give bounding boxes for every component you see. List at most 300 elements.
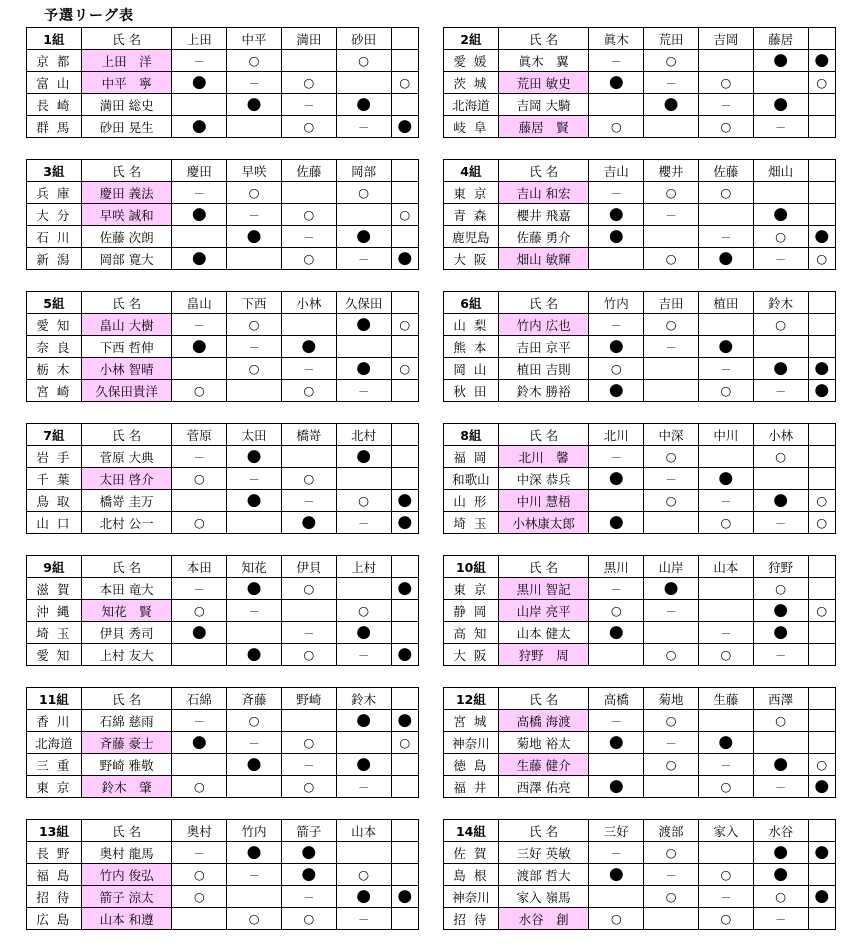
group-name: 12組 [444, 688, 499, 710]
extra-column-header [391, 556, 418, 578]
name-column-header: 氏 名 [498, 424, 589, 446]
opponent-header: 畑山 [753, 160, 808, 182]
player-name: 本田 竜大 [81, 578, 172, 600]
group-header-row [444, 556, 836, 578]
opponent-header: 菊地 [644, 688, 699, 710]
result-cell [698, 314, 753, 336]
group-name: 9組 [27, 556, 82, 578]
player-name: 狩野 周 [498, 644, 589, 666]
player-name: 高橋 海渡 [498, 710, 589, 732]
result-cell: ○ [227, 358, 282, 380]
result-cell: － [336, 116, 391, 138]
opponent-header: 上田 [172, 28, 227, 50]
prefecture: 岩 手 [27, 446, 82, 468]
prefecture: 広 島 [27, 908, 82, 930]
opponent-header: 畠山 [172, 292, 227, 314]
player-name: 小林康太郎 [498, 512, 589, 534]
opponent-header: 佐藤 [698, 160, 753, 182]
result-cell [391, 380, 418, 402]
result-cell [808, 622, 835, 644]
result-cell: ○ [281, 116, 336, 138]
opponent-header: 鈴木 [336, 688, 391, 710]
result-cell: ● [172, 72, 227, 94]
player-name: 生藤 健介 [498, 754, 589, 776]
result-cell: ○ [172, 512, 227, 534]
result-cell: ○ [281, 578, 336, 600]
table-row [27, 864, 419, 886]
result-cell: ○ [644, 754, 699, 776]
result-cell [391, 468, 418, 490]
result-cell: － [227, 732, 282, 754]
result-cell: ● [227, 644, 282, 666]
result-cell: ● [336, 886, 391, 908]
opponent-header: 岡部 [336, 160, 391, 182]
result-cell: ● [227, 446, 282, 468]
prefecture: 神奈川 [444, 886, 499, 908]
table-row [444, 886, 836, 908]
result-cell: ● [589, 226, 644, 248]
result-cell [281, 710, 336, 732]
result-cell [336, 732, 391, 754]
opponent-header: 竹内 [227, 820, 282, 842]
result-cell: ○ [808, 72, 835, 94]
prefecture: 鹿児島 [444, 226, 499, 248]
name-column-header: 氏 名 [498, 688, 589, 710]
result-cell: ○ [698, 776, 753, 798]
table-row [444, 842, 836, 864]
result-cell: ● [753, 204, 808, 226]
table-row [27, 226, 419, 248]
result-cell: ○ [644, 842, 699, 864]
result-cell: ○ [336, 600, 391, 622]
prefecture: 宮 崎 [27, 380, 82, 402]
result-cell: － [281, 94, 336, 116]
result-cell [336, 468, 391, 490]
result-cell: ○ [753, 578, 808, 600]
result-cell [281, 446, 336, 468]
result-cell [753, 468, 808, 490]
player-name: 橋嵜 圭万 [81, 490, 172, 512]
table-row [27, 754, 419, 776]
result-cell [172, 908, 227, 930]
result-cell [391, 336, 418, 358]
result-cell [391, 864, 418, 886]
group-name: 3組 [27, 160, 82, 182]
prefecture: 北海道 [444, 94, 499, 116]
table-row [444, 754, 836, 776]
result-cell: ○ [589, 116, 644, 138]
table-row [27, 248, 419, 270]
result-cell [808, 116, 835, 138]
group-name: 6組 [444, 292, 499, 314]
player-name: 下西 哲伸 [81, 336, 172, 358]
result-cell: ● [227, 754, 282, 776]
player-name: 菅原 大典 [81, 446, 172, 468]
result-cell: ○ [172, 864, 227, 886]
prefecture: 熊 本 [444, 336, 499, 358]
prefecture: 愛 媛 [444, 50, 499, 72]
result-cell: ○ [589, 908, 644, 930]
prefecture: 宮 城 [444, 710, 499, 732]
result-cell: ● [227, 842, 282, 864]
result-cell: － [589, 842, 644, 864]
table-row [27, 314, 419, 336]
result-cell [227, 116, 282, 138]
extra-column-header [808, 688, 835, 710]
table-row [27, 72, 419, 94]
result-cell: ● [336, 446, 391, 468]
result-cell: ● [281, 512, 336, 534]
result-cell: ○ [391, 732, 418, 754]
result-cell: － [698, 622, 753, 644]
result-cell: － [644, 864, 699, 886]
player-name: 佐藤 勇介 [498, 226, 589, 248]
result-cell [227, 512, 282, 534]
opponent-header: 小林 [753, 424, 808, 446]
opponent-header: 狩野 [753, 556, 808, 578]
group-header-row [27, 820, 419, 842]
name-column-header: 氏 名 [81, 556, 172, 578]
opponent-header: 荒田 [644, 28, 699, 50]
group-header-row [27, 292, 419, 314]
prefecture: 佐 賀 [444, 842, 499, 864]
result-cell [391, 182, 418, 204]
result-cell: ○ [698, 512, 753, 534]
result-cell: ○ [644, 248, 699, 270]
table-row [444, 446, 836, 468]
result-cell: ○ [808, 248, 835, 270]
result-cell: ○ [808, 512, 835, 534]
result-cell: ● [391, 512, 418, 534]
result-cell [589, 754, 644, 776]
result-cell [644, 908, 699, 930]
result-cell: － [227, 468, 282, 490]
opponent-header: 中平 [227, 28, 282, 50]
group-table [443, 27, 836, 138]
table-row [444, 622, 836, 644]
result-cell: ● [753, 622, 808, 644]
table-row [27, 512, 419, 534]
result-cell [172, 490, 227, 512]
prefecture: 福 島 [27, 864, 82, 886]
player-name: 荒田 敏史 [498, 72, 589, 94]
result-cell [391, 754, 418, 776]
table-row [444, 732, 836, 754]
group-name: 2組 [444, 28, 499, 50]
result-cell: ○ [808, 754, 835, 776]
result-cell: ○ [281, 908, 336, 930]
table-row [444, 314, 836, 336]
prefecture: 岐 阜 [444, 116, 499, 138]
name-column-header: 氏 名 [498, 820, 589, 842]
result-cell [391, 600, 418, 622]
result-cell [391, 226, 418, 248]
table-row [444, 94, 836, 116]
result-cell: ○ [336, 864, 391, 886]
group-header-row [27, 556, 419, 578]
result-cell: ● [336, 754, 391, 776]
opponent-header: 小林 [281, 292, 336, 314]
result-cell: － [227, 864, 282, 886]
opponent-header: 上村 [336, 556, 391, 578]
player-name: 水谷 創 [498, 908, 589, 930]
group-table [26, 291, 419, 402]
prefecture: 大 分 [27, 204, 82, 226]
group-table [26, 819, 419, 930]
result-cell [589, 248, 644, 270]
result-cell: － [644, 336, 699, 358]
group-table [443, 291, 836, 402]
result-cell: ● [391, 886, 418, 908]
result-cell [644, 512, 699, 534]
result-cell [227, 248, 282, 270]
result-cell: － [281, 490, 336, 512]
prefecture: 山 口 [27, 512, 82, 534]
player-name: 菊地 裕太 [498, 732, 589, 754]
opponent-header: 山本 [698, 556, 753, 578]
result-cell: ○ [698, 644, 753, 666]
table-row [444, 358, 836, 380]
result-cell: ○ [391, 204, 418, 226]
opponent-header: 家入 [698, 820, 753, 842]
result-cell: ● [808, 380, 835, 402]
prefecture: 徳 島 [444, 754, 499, 776]
result-cell: ● [753, 50, 808, 72]
result-cell: ● [172, 204, 227, 226]
opponent-header: 水谷 [753, 820, 808, 842]
opponent-header: 黒川 [589, 556, 644, 578]
extra-column-header [808, 820, 835, 842]
player-name: 山本 和遵 [81, 908, 172, 930]
player-name: 石綿 慈雨 [81, 710, 172, 732]
result-cell [391, 908, 418, 930]
result-cell: ● [808, 50, 835, 72]
result-cell [172, 94, 227, 116]
result-cell: ● [589, 776, 644, 798]
table-row [444, 248, 836, 270]
player-name: 植田 吉則 [498, 358, 589, 380]
group-header-row [444, 424, 836, 446]
result-cell: － [336, 908, 391, 930]
result-cell: ● [391, 116, 418, 138]
result-cell: ● [589, 468, 644, 490]
prefecture: 大 阪 [444, 644, 499, 666]
result-cell: － [281, 754, 336, 776]
group-header-row [444, 688, 836, 710]
opponent-header: 北川 [589, 424, 644, 446]
result-cell: ● [227, 578, 282, 600]
table-row [27, 204, 419, 226]
opponent-header: 伊貝 [281, 556, 336, 578]
result-cell [808, 468, 835, 490]
result-cell: － [698, 754, 753, 776]
opponent-header: 高橋 [589, 688, 644, 710]
table-row [444, 468, 836, 490]
result-cell: － [172, 842, 227, 864]
result-cell [753, 336, 808, 358]
result-cell: ● [589, 512, 644, 534]
result-cell [808, 336, 835, 358]
group-name: 11組 [27, 688, 82, 710]
result-cell: － [698, 490, 753, 512]
table-row [27, 446, 419, 468]
result-cell: ○ [644, 50, 699, 72]
extra-column-header [391, 688, 418, 710]
result-cell: － [698, 358, 753, 380]
extra-column-header [391, 424, 418, 446]
player-name: 北村 公一 [81, 512, 172, 534]
result-cell: ● [753, 358, 808, 380]
result-cell: ○ [172, 468, 227, 490]
result-cell: ● [281, 842, 336, 864]
result-cell: ● [336, 358, 391, 380]
opponent-header: 満田 [281, 28, 336, 50]
table-row [444, 710, 836, 732]
result-cell: ● [336, 622, 391, 644]
result-cell: － [336, 644, 391, 666]
player-name: 奥村 龍馬 [81, 842, 172, 864]
result-cell: ○ [698, 182, 753, 204]
result-cell [698, 842, 753, 864]
prefecture: 東 京 [27, 776, 82, 798]
opponent-header: 山本 [336, 820, 391, 842]
prefecture: 大 阪 [444, 248, 499, 270]
table-row [27, 468, 419, 490]
prefecture: 北海道 [27, 732, 82, 754]
result-cell: ○ [391, 358, 418, 380]
result-cell: ● [808, 226, 835, 248]
result-cell [698, 50, 753, 72]
prefecture: 群 馬 [27, 116, 82, 138]
result-cell: ● [808, 842, 835, 864]
result-cell: ○ [281, 468, 336, 490]
prefecture: 高 知 [444, 622, 499, 644]
player-name: 畠山 大樹 [81, 314, 172, 336]
group-name: 13組 [27, 820, 82, 842]
prefecture: 千 葉 [27, 468, 82, 490]
result-cell [698, 578, 753, 600]
name-column-header: 氏 名 [498, 292, 589, 314]
result-cell: ● [808, 358, 835, 380]
result-cell [281, 600, 336, 622]
table-row [27, 710, 419, 732]
prefecture: 招 待 [27, 886, 82, 908]
player-name: 久保田貴洋 [81, 380, 172, 402]
result-cell: ○ [644, 314, 699, 336]
player-name: 鈴木 勝裕 [498, 380, 589, 402]
result-cell [589, 94, 644, 116]
opponent-header: 中深 [644, 424, 699, 446]
result-cell: ○ [753, 226, 808, 248]
result-cell: ● [753, 864, 808, 886]
result-cell: ○ [644, 490, 699, 512]
result-cell: － [281, 622, 336, 644]
table-row [27, 182, 419, 204]
table-row [444, 600, 836, 622]
result-cell: ● [172, 336, 227, 358]
result-cell: ○ [281, 732, 336, 754]
result-cell [644, 622, 699, 644]
name-column-header: 氏 名 [81, 160, 172, 182]
opponent-header: 橋嵜 [281, 424, 336, 446]
player-name: 中川 慧梧 [498, 490, 589, 512]
opponent-header: 野崎 [281, 688, 336, 710]
opponent-header: 斉藤 [227, 688, 282, 710]
result-cell [808, 314, 835, 336]
result-cell: － [336, 380, 391, 402]
player-name: 山岸 亮平 [498, 600, 589, 622]
opponent-header: 下西 [227, 292, 282, 314]
result-cell: ○ [227, 50, 282, 72]
opponent-header: 久保田 [336, 292, 391, 314]
result-cell: ● [227, 94, 282, 116]
group-table [26, 159, 419, 270]
prefecture: 島 根 [444, 864, 499, 886]
result-cell: － [753, 116, 808, 138]
result-cell: ○ [644, 446, 699, 468]
result-cell [172, 226, 227, 248]
prefecture: 三 重 [27, 754, 82, 776]
prefecture: 招 待 [444, 908, 499, 930]
group-name: 7組 [27, 424, 82, 446]
opponent-header: 中川 [698, 424, 753, 446]
result-cell: ○ [391, 314, 418, 336]
player-name: 鈴木 肇 [81, 776, 172, 798]
table-row [444, 512, 836, 534]
result-cell: ● [808, 886, 835, 908]
table-row [444, 336, 836, 358]
result-cell [391, 446, 418, 468]
table-row [27, 908, 419, 930]
result-cell: － [644, 600, 699, 622]
result-cell: － [589, 182, 644, 204]
prefecture: 東 京 [444, 578, 499, 600]
result-cell [808, 864, 835, 886]
result-cell: ○ [698, 908, 753, 930]
result-cell [227, 886, 282, 908]
prefecture: 香 川 [27, 710, 82, 732]
result-cell: ○ [753, 446, 808, 468]
prefecture: 滋 賀 [27, 578, 82, 600]
result-cell: ● [172, 732, 227, 754]
result-cell [281, 182, 336, 204]
result-cell [808, 182, 835, 204]
player-name: 吉岡 大騎 [498, 94, 589, 116]
player-name: 吉田 京平 [498, 336, 589, 358]
result-cell: ○ [753, 886, 808, 908]
player-name: 太田 啓介 [81, 468, 172, 490]
result-cell: ● [644, 94, 699, 116]
extra-column-header [808, 160, 835, 182]
result-cell: ● [391, 710, 418, 732]
result-cell: － [281, 226, 336, 248]
extra-column-header [391, 160, 418, 182]
result-cell: ○ [172, 600, 227, 622]
opponent-header: 三好 [589, 820, 644, 842]
result-cell: ○ [336, 182, 391, 204]
result-cell [698, 710, 753, 732]
result-cell [808, 908, 835, 930]
prefecture: 福 井 [444, 776, 499, 798]
player-name: 渡部 哲大 [498, 864, 589, 886]
player-name: 慶田 義法 [81, 182, 172, 204]
result-cell [753, 732, 808, 754]
prefecture: 茨 城 [444, 72, 499, 94]
result-cell: － [753, 512, 808, 534]
result-cell [808, 578, 835, 600]
result-cell [644, 776, 699, 798]
group-name: 8組 [444, 424, 499, 446]
